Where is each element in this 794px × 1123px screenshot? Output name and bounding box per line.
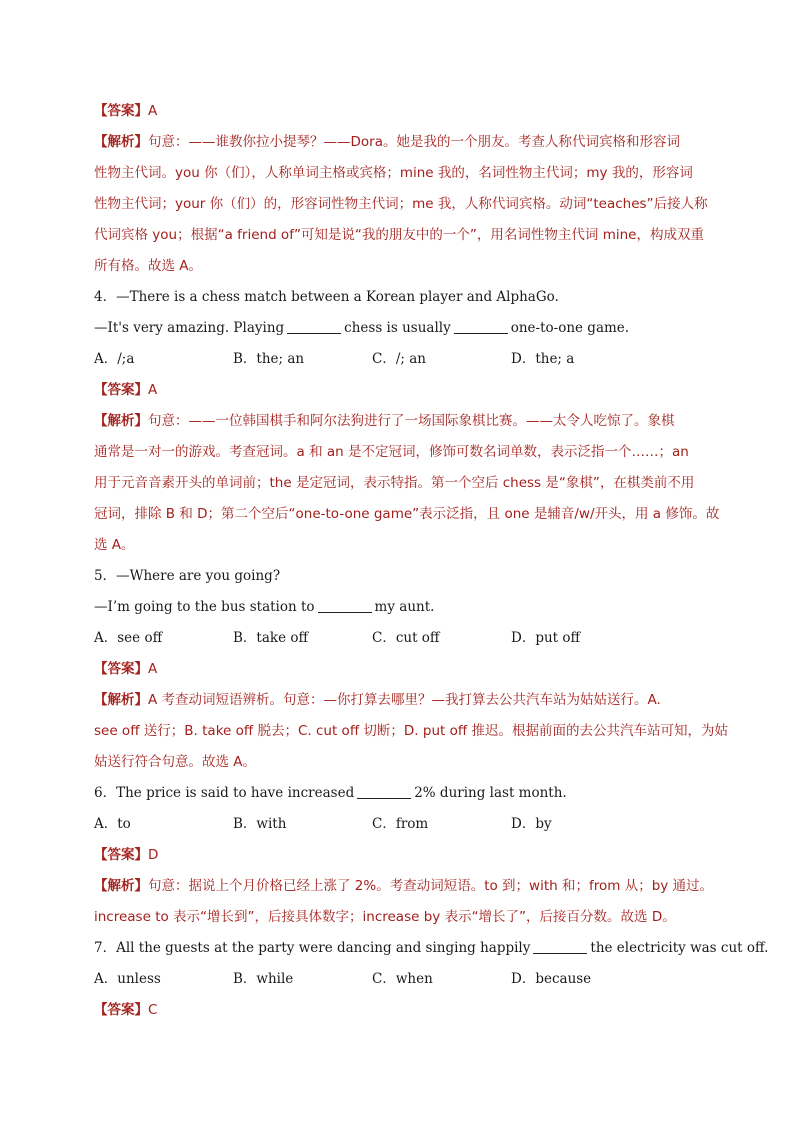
answer-value: A [148,661,158,677]
question-line [94,282,700,313]
answer-tag: 【答案】 [94,1002,148,1018]
option-item: A．/;a [94,351,135,367]
question-text: 7．All the guests at the party were dancing and singing happily [94,940,531,956]
answer-line [94,375,700,406]
answer-line [94,840,700,871]
question-text: the electricity was cut off. [590,940,769,956]
analysis-line [94,251,700,282]
analysis-line [94,685,700,716]
question-line [94,592,700,623]
analysis-line [94,530,700,561]
answer-blank [533,939,587,954]
answer-blank [454,319,508,334]
analysis-line [94,871,714,902]
analysis-line [94,499,720,530]
option-item: D．because [511,971,592,987]
analysis-text: 性物主代词。you 你（们），人称单词主格或宾格；mine 我的，名词性物主代词；my 我的，形容词 [94,165,693,181]
answer-tag: 【答案】 [94,382,148,398]
question-line [94,561,700,592]
option-item: D．the; a [511,351,575,367]
answer-line [94,654,700,685]
question-text: 5．—Where are you going? [94,568,281,584]
analysis-text: 性物主代词；your 你（们）的，形容词性物主代词；me 我，人称代词宾格。动词“teaches”后接人称 [94,196,708,212]
option-row [94,623,700,654]
question-text: one-to-one game. [510,320,630,336]
question-text: —It's very amazing. Playing [94,320,285,336]
question-text: chess is usually [344,320,451,336]
option-item: B．the; an [233,351,305,367]
analysis-tag: 【解析】 [94,692,148,708]
analysis-text: 所有格。故选 A。 [94,258,203,274]
analysis-text: 冠词，排除 B 和 D；第二个空后“one-to-one game”表示泛指，且 one 是辅音/w/开头，用 a 修饰。故 [94,506,720,522]
analysis-text: 通常是一对一的游戏。考查冠词。a 和 an 是不定冠词，修饰可数名词单数，表示泛指一个……；an [94,444,689,460]
analysis-text: see off 送行；B. take off 脱去；C. cut off 切断；D. put off 推迟。根据前面的去公共汽车站可知，为姑 [94,723,728,739]
answer-blank [287,319,341,334]
answer-tag: 【答案】 [94,103,148,119]
option-item: B．while [233,971,294,987]
analysis-text: increase to 表示“增长到”，后接具体数字；increase by 表示“增长了”，后接百分数。故选 D。 [94,909,676,925]
option-item: C．cut off [372,630,440,646]
analysis-text: 代词宾格 you；根据“a friend of”可知是说“我的朋友中的一个”，用名词性物主代词 mine，构成双重 [94,227,704,243]
analysis-line [94,189,708,220]
question-line [94,313,700,344]
option-row [94,344,700,375]
analysis-line [94,902,700,933]
question-text: —I’m going to the bus station to [94,599,315,615]
option-item: C．from [372,816,429,832]
analysis-text: 姑送行符合句意。故选 A。 [94,754,257,770]
analysis-text: 用于元音音素开头的单词前；the 是定冠词，表示特指。第一个空后 chess 是“象棋”，在棋类前不用 [94,475,695,491]
answer-blank [357,784,411,799]
question-line [94,933,769,964]
answer-value: D [148,847,159,863]
analysis-line [94,406,700,437]
answer-tag: 【答案】 [94,847,148,863]
document-page [94,96,769,1026]
option-item: A．unless [94,971,161,987]
analysis-line [94,716,728,747]
answer-tag: 【答案】 [94,661,148,677]
answer-value: A [148,382,158,398]
option-item: C．/; an [372,351,426,367]
answer-value: C [148,1002,158,1018]
option-row [94,809,700,840]
question-text: 2% during last month. [414,785,567,801]
question-text: my aunt. [374,599,435,615]
analysis-tag: 【解析】 [94,134,148,150]
option-item: A．see off [94,630,163,646]
option-row [94,964,700,995]
analysis-text: 句意：——谁教你拉小提琴？——Dora。她是我的一个朋友。考查人称代词宾格和形容词 [148,134,680,150]
option-item: A．to [94,816,131,832]
option-item: B．with [233,816,287,832]
option-item: C．when [372,971,433,987]
analysis-line [94,158,700,189]
analysis-line [94,220,704,251]
answer-line [94,995,700,1026]
question-text: 6．The price is said to have increased [94,785,355,801]
analysis-tag: 【解析】 [94,878,148,894]
answer-blank [318,598,372,613]
option-item: B．take off [233,630,309,646]
option-item: D．put off [511,630,581,646]
question-text: 4．—There is a chess match between a Korean player and AlphaGo. [94,289,559,305]
analysis-text: 句意：据说上个月价格已经上涨了 2%。考查动词短语。to 到；with 和；from 从；by 通过。 [148,878,714,894]
analysis-line [94,127,700,158]
answer-line [94,96,700,127]
analysis-line [94,747,700,778]
analysis-text: 句意：——一位韩国棋手和阿尔法狗进行了一场国际象棋比赛。——太令人吃惊了。象棋 [148,413,675,429]
analysis-line [94,468,700,499]
analysis-text: A 考查动词短语辨析。句意：—你打算去哪里？—我打算去公共汽车站为姑姑送行。A. [148,692,661,708]
analysis-text: 选 A。 [94,537,135,553]
question-line [94,778,700,809]
analysis-tag: 【解析】 [94,413,148,429]
analysis-line [94,437,700,468]
option-item: D．by [511,816,552,832]
answer-value: A [148,103,158,119]
